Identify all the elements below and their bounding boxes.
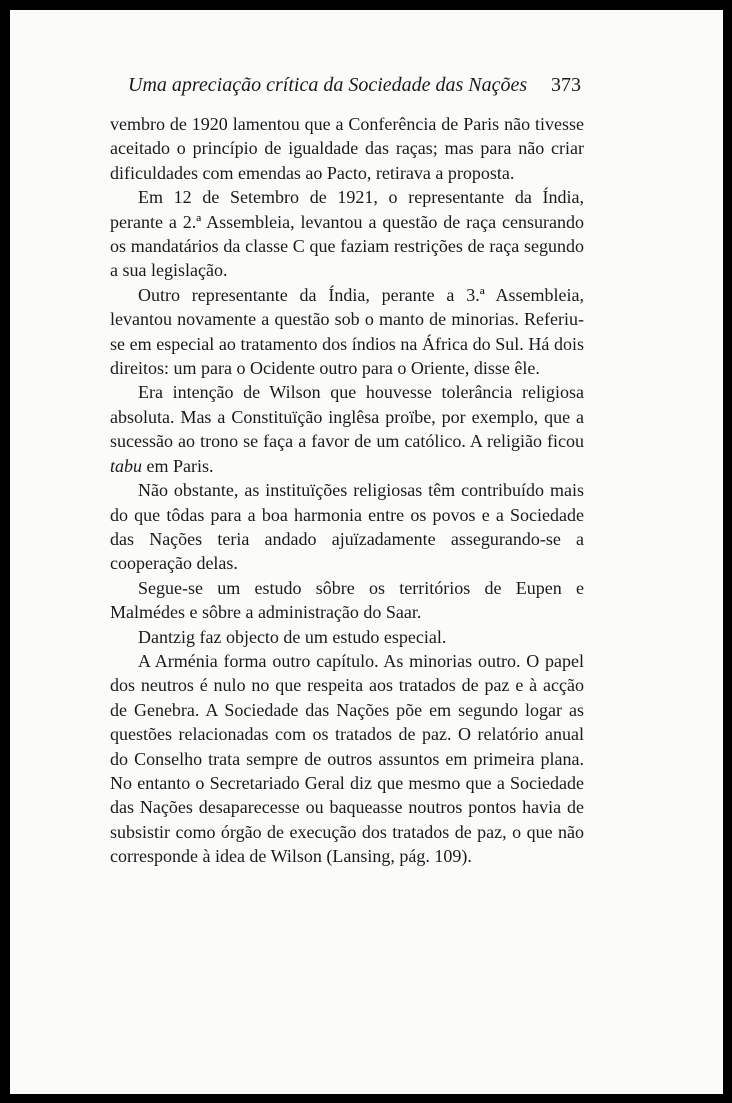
paragraph-eupen-malmedy: Segue-se um estudo sôbre os territórios de Eupen e Malmédes e sôbre a administração do Saar.	[110, 577, 584, 623]
paragraph-text: Era intenção de Wilson que houvesse tolerância religiosa absoluta. Mas a Constituïção inglêsa proïbe, por exemplo, que a sucessão ao trono se faça a favor de um católico. A religião ficou	[110, 382, 584, 452]
body-text	[110, 112, 584, 869]
paragraph-dantzig: Dantzig faz objecto de um estudo especial.	[138, 626, 447, 647]
paragraph-text: em Paris.	[142, 455, 214, 476]
paragraph-armenia: A Arménia forma outro capítulo. As minorias outro. O papel dos neutros é nulo no que respeita aos tratados de paz e à acção de Genebra. A Sociedade das Nações põe em segundo logar as questões relacionadas com os tratados de paz. O relatório anual do Conselho trata sempre de outros assuntos em primeira plana. No entanto o Secretariado Geral diz que mesmo que a Sociedade das Nações desaparecesse ou baqueasse noutros pontos havia de subsistir como órgão de execução dos tratados de paz, o que não corresponde à idea de Wilson (Lansing, pág. 109).	[110, 650, 584, 867]
running-head	[110, 72, 584, 102]
paragraph-religious-tolerance	[110, 380, 584, 478]
running-title: Uma apreciação crítica da Sociedade das Nações	[128, 74, 528, 96]
page-number: 373	[551, 74, 581, 96]
paragraph-continuation: vembro de 1920 lamentou que a Conferência de Paris não tivesse aceitado o princípio de igualdade das raças; mas para não criar dificuldades com emendas ao Pacto, retirava a proposta.	[110, 114, 584, 183]
paragraph-india-2nd-assembly: Em 12 de Setembro de 1921, o representante da Índia, perante a 2.ª Assembleia, levantou a questão de raça censurando os mandatários da classe C que faziam restrições de raça segundo a sua legislação.	[110, 187, 584, 281]
emphasis-tabu: tabu	[110, 455, 143, 476]
paragraph-india-3rd-assembly: Outro representante da Índia, perante a 3.ª Assembleia, levantou novamente a questão sob o manto de minorias. Referiu-se em especial ao tratamento dos índios na África do Sul. Há dois direitos: um para o Ocidente outro para o Oriente, disse êle.	[110, 284, 584, 379]
book-page	[110, 72, 584, 869]
paragraph-religious-institutions: Não obstante, as instituïções religiosas têm contribuído mais do que tôdas para a boa harmonia entre os povos e a Sociedade das Nações teria andado ajuïzadamente assegurando-se a cooperação delas.	[110, 480, 584, 574]
